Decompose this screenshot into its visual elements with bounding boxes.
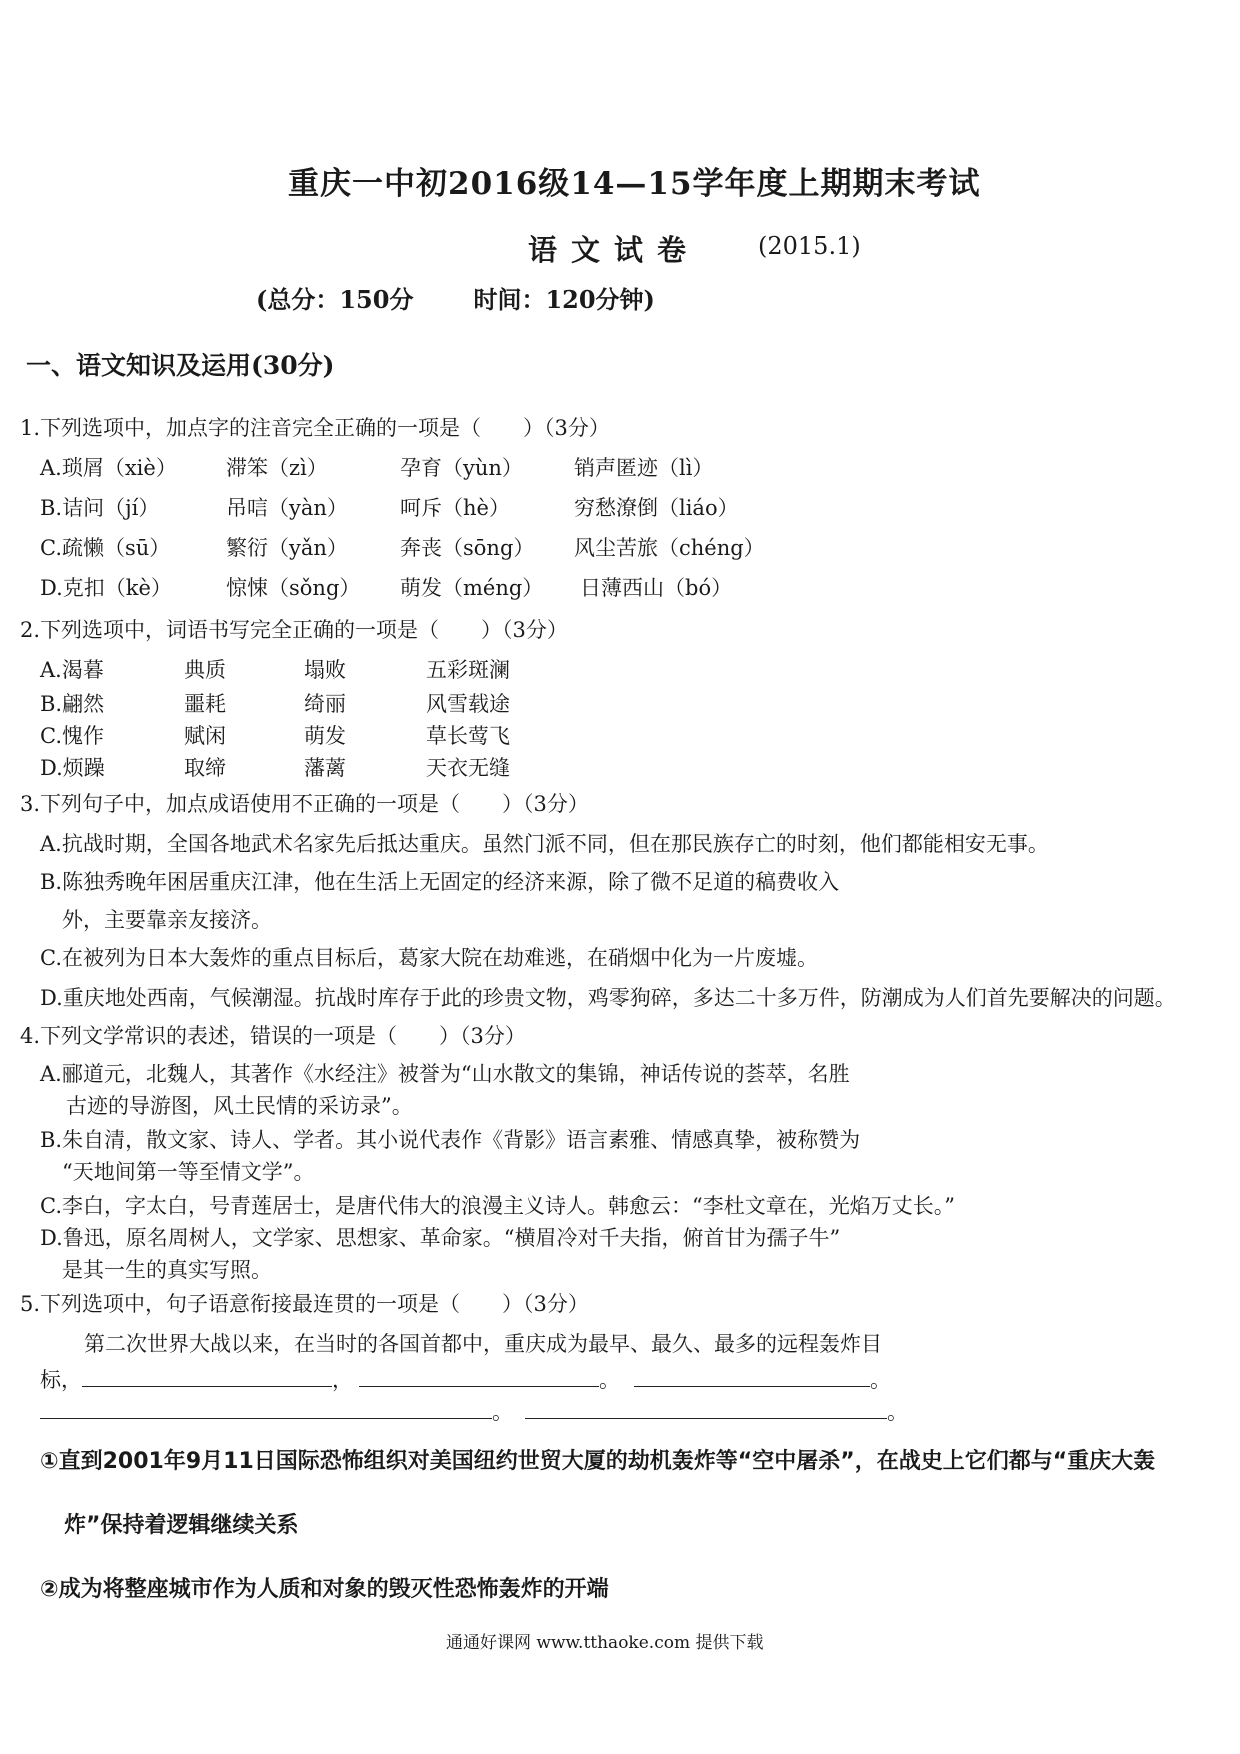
q3-option-b-line2: 外，主要靠亲友接济。 [62,908,272,932]
q5-answer-line2 [40,1396,908,1426]
q4-option-b-line2: “天地间第一等至情文学”。 [62,1160,315,1184]
q4-option-d-line1: D.鲁迅，原名周树人，文学家、思想家、革命家。“横眉冷对千夫指，俯首甘为孺子牛” [40,1226,841,1250]
q4-option-a-line1: A.郦道元，北魏人，其著作《水经注》被誉为“山水散文的集锦，神话传说的荟萃，名胜 [40,1062,850,1086]
section-heading: 一、语文知识及运用(30分) [26,351,335,380]
total-score: (总分：150分 [256,285,414,314]
q2-option-a2: 典质 [184,658,226,682]
q2-option-c1: C.愧作 [40,724,104,748]
q2-option-c2: 赋闲 [184,724,226,748]
q5-sentence-1-line2: 炸”保持着逻辑继续关系 [64,1513,299,1538]
q1-option-b2: 吊唁（yàn） [226,496,348,520]
q3-option-c: C.在被列为日本大轰炸的重点目标后，葛家大院在劫难逃，在硝烟中化为一片废墟。 [40,946,818,970]
blank-period-1: 。 [599,1368,620,1392]
question-4-stem: 4.下列文学常识的表述，错误的一项是（ ）（3分） [20,1024,526,1048]
q3-option-b-line1: B.陈独秀晚年困居重庆江津，他在生活上无固定的经济来源，除了微不足道的稿费收入 [40,870,840,894]
q4-option-b-line1: B.朱自清，散文家、诗人、学者。其小说代表作《背影》语言素雅、情感真挚，被称赞为 [40,1128,861,1152]
q1-option-d4: 日薄西山（bó） [580,576,733,600]
blank-period-4: 。 [887,1400,908,1424]
q5-passage-line1: 第二次世界大战以来，在当时的各国首都中，重庆成为最早、最久、最多的远程轰炸目 [84,1332,882,1356]
q5-sentence-1-line1: ①直到2001年9月11日国际恐怖组织对美国纽约世贸大厦的劫机轰炸等“空中屠杀”，在战史上它们都与“重庆大轰 [40,1449,1156,1474]
question-2-stem: 2.下列选项中，词语书写完全正确的一项是（ ）（3分） [20,618,568,642]
q1-option-d1: D.克扣（kè） [40,576,172,600]
question-5-stem: 5.下列选项中，句子语意衔接最连贯的一项是（ ）（3分） [20,1292,589,1316]
q1-option-b1: B.诘问（jí） [40,496,160,520]
q1-option-a2: 滞笨（zì） [226,456,328,480]
q2-option-b2: 噩耗 [184,692,226,716]
q5-sentence-2: ②成为将整座城市作为人质和对象的毁灭性恐怖轰炸的开端 [40,1577,609,1602]
q1-option-b4: 穷愁潦倒（liáo） [574,496,739,520]
q2-option-a1: A.渴暮 [40,658,104,682]
q2-option-b1: B.翩然 [40,692,105,716]
answer-blank-2[interactable] [359,1366,599,1387]
q5-answer-line1 [40,1364,891,1394]
exam-meta [256,280,655,315]
q4-option-a-line2: 古迹的导游图，风土民情的采访录”。 [66,1094,413,1118]
page-footer: 通通好课网 www.tthaoke.com 提供下载 [446,1633,764,1653]
q1-option-c4: 风尘苦旅（chéng） [574,536,765,560]
answer-blank-5[interactable] [525,1398,887,1419]
q1-option-b3: 呵斥（hè） [400,496,510,520]
blank-period-2: 。 [870,1368,891,1392]
q2-option-d2: 取缔 [184,756,226,780]
q2-option-d4: 天衣无缝 [426,756,510,780]
answer-blank-1[interactable] [82,1366,332,1387]
q5-passage-line2-start: 标， [40,1368,82,1392]
answer-blank-4[interactable] [40,1398,492,1419]
q2-option-a4: 五彩斑澜 [426,658,510,682]
exam-date: (2015.1) [758,232,861,260]
q1-option-c2: 繁衍（yǎn） [226,536,348,560]
q2-option-b3: 绮丽 [304,692,346,716]
q1-option-c3: 奔丧（sōng） [400,536,535,560]
answer-blank-3[interactable] [634,1366,870,1387]
exam-title: 重庆一中初2016级14—15学年度上期期末考试 [288,166,981,202]
q1-option-d2: 惊悚（sǒng） [226,576,361,600]
q2-option-d3: 藩蓠 [304,756,346,780]
question-3-stem: 3.下列句子中，加点成语使用不正确的一项是（ ）（3分） [20,792,589,816]
q2-option-d1: D.烦躁 [40,756,105,780]
q4-option-d-line2: 是其一生的真实写照。 [62,1258,272,1282]
q3-option-d: D.重庆地处西南，气候潮湿。抗战时库存于此的珍贵文物，鸡零狗碎，多达二十多万件，防潮成为人们首先要解决的问题。 [40,986,1176,1010]
q1-option-d3: 萌发（méng） [400,576,544,600]
q2-option-a3: 塌败 [304,658,346,682]
q2-option-b4: 风雪载途 [426,692,510,716]
q1-option-c1: C.疏懒（sū） [40,536,171,560]
blank-period-3: 。 [492,1400,513,1424]
q3-option-a: A.抗战时期，全国各地武术名家先后抵达重庆。虽然门派不同，但在那民族存亡的时刻，他们都能相安无事。 [40,832,1049,856]
q4-option-c: C.李白，字太白，号青莲居士，是唐代伟大的浪漫主义诗人。韩愈云：“李杜文章在，光焰万丈长。” [40,1194,955,1218]
q2-option-c3: 萌发 [304,724,346,748]
q2-option-c4: 草长莺飞 [426,724,510,748]
q1-option-a3: 孕育（yùn） [400,456,523,480]
q1-option-a4: 销声匿迹（lì） [574,456,714,480]
blank-comma: ， [332,1368,353,1392]
question-1-stem: 1.下列选项中，加点字的注音完全正确的一项是（ ）（3分） [20,416,610,440]
q1-option-a1: A.琐屑（xiè） [40,456,177,480]
exam-time: 时间：120分钟) [473,285,655,314]
paper-subtitle: 语文试卷 [528,233,701,267]
